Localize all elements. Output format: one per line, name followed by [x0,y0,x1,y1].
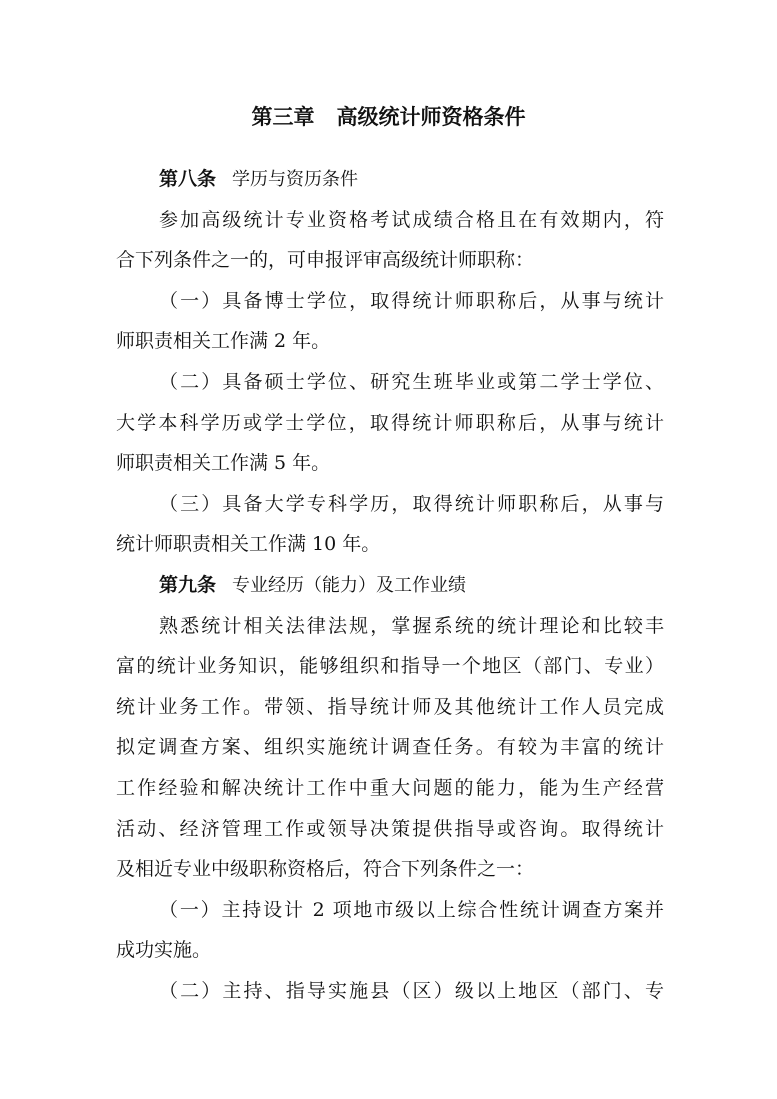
paragraph-line: （一）主持设计 2 项地市级以上综合性统计调查方案并 [159,898,664,921]
paragraph-line: 拟定调查方案、组织实施统计调查任务。有较为丰富的统计 [116,736,664,759]
paragraph-line: 成功实施。 [116,939,212,962]
article-8-number: 第八条 [159,168,217,190]
article-8-heading [116,159,664,200]
paragraph-line: 熟悉统计相关法律法规，掌握系统的统计理论和比较丰 [159,614,664,637]
article-9-heading [116,565,664,606]
document-body [116,159,664,1011]
paragraph-line: （二）具备硕士学位、研究生班毕业或第二学士学位、 [159,370,664,393]
paragraph-line: （二）主持、指导实施县（区）级以上地区（部门、专 [159,979,664,1002]
paragraph-line: 师职责相关工作满 2 年。 [116,330,331,353]
paragraph-line: 师职责相关工作满 5 年。 [116,452,331,475]
paragraph-line: 大学本科学历或学士学位，取得统计师职称后，从事与统计 [116,411,664,434]
paragraph-line: 统计师职责相关工作满 10 年。 [116,533,381,556]
paragraph-line: 参加高级统计专业资格考试成绩合格且在有效期内，符 [159,208,664,231]
article-8-title: 学历与资历条件 [232,169,359,190]
paragraph-line: 及相近专业中级职称资格后，符合下列条件之一： [116,858,535,881]
chapter-number: 第三章 [251,105,315,129]
paragraph-line: 活动、经济管理工作或领导决策提供指导或咨询。取得统计 [116,817,664,840]
article-9-number: 第九条 [159,573,217,596]
paragraph-line: 工作经验和解决统计工作中重大问题的能力，能为生产经营 [116,776,664,799]
paragraph-line: 富的统计业务知识，能够组织和指导一个地区（部门、专业） [116,655,664,678]
paragraph-line: （三）具备大学专科学历，取得统计师职称后，从事与 [159,492,664,515]
paragraph-line: 合下列条件之一的，可申报评审高级统计师职称： [116,249,535,272]
paragraph-line: （一）具备博士学位，取得统计师职称后，从事与统计 [159,289,664,312]
paragraph-line: 统计业务工作。带领、指导统计师及其他统计工作人员完成 [116,695,664,718]
chapter-title [0,101,777,133]
article-9-title: 专业经历（能力）及工作业绩 [232,574,467,596]
chapter-name: 高级统计师资格条件 [336,105,526,129]
